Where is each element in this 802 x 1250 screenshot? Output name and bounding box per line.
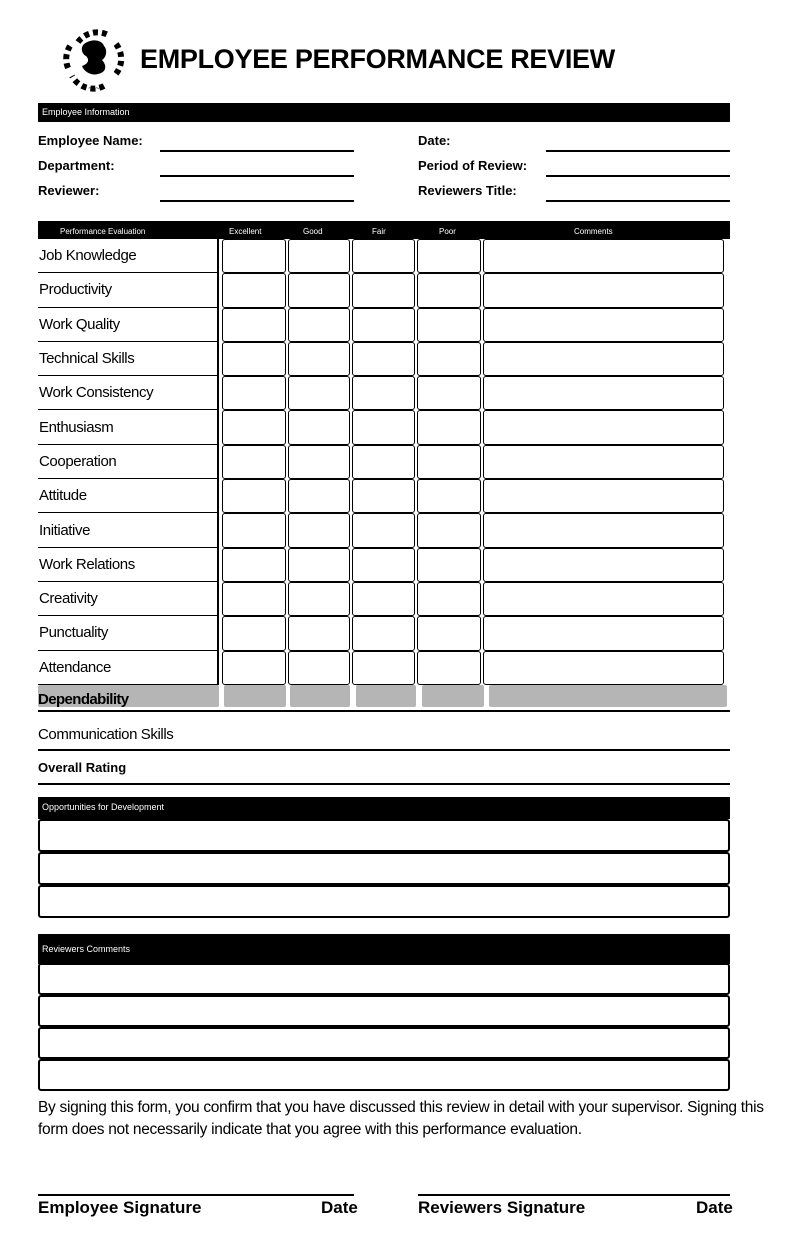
evaluation-row — [38, 582, 730, 616]
comment-line[interactable] — [38, 995, 730, 1027]
reviewer-label: Reviewer: — [38, 183, 100, 198]
rating-cell[interactable] — [417, 582, 481, 616]
rating-cell[interactable] — [352, 410, 415, 444]
evaluation-header — [38, 221, 730, 239]
rating-cell[interactable] — [288, 479, 350, 513]
comments-cell[interactable] — [483, 513, 724, 547]
rating-cell[interactable] — [417, 308, 481, 342]
gray-cell[interactable] — [290, 685, 350, 707]
employee-signature-label: Employee Signature — [38, 1198, 202, 1217]
rating-cell[interactable] — [288, 376, 350, 410]
evaluation-row — [38, 616, 730, 650]
evaluation-row — [38, 308, 730, 342]
rating-cell[interactable] — [288, 410, 350, 444]
rating-cell[interactable] — [417, 410, 481, 444]
rating-cell[interactable] — [222, 513, 286, 547]
criterion-label: Punctuality — [38, 616, 219, 650]
criterion-label: Enthusiasm — [38, 410, 219, 444]
employee-signature-line[interactable] — [38, 1194, 354, 1196]
employee-name-label: Employee Name: — [38, 133, 143, 148]
comments-cell[interactable] — [483, 273, 724, 307]
criterion-label: Work Consistency — [38, 376, 219, 410]
rating-cell[interactable] — [417, 616, 481, 650]
employee-date-label: Date — [321, 1198, 358, 1217]
comments-cell[interactable] — [483, 410, 724, 444]
criterion-label: Technical Skills — [38, 342, 219, 376]
criterion-label: Productivity — [38, 273, 219, 307]
page-title: EMPLOYEE PERFORMANCE REVIEW — [140, 44, 615, 74]
rating-cell[interactable] — [352, 308, 415, 342]
evaluation-row — [38, 651, 730, 685]
evaluation-row — [38, 273, 730, 307]
evaluation-row — [38, 548, 730, 582]
department-label: Department: — [38, 158, 115, 173]
company-logo-icon — [58, 24, 130, 94]
rating-cell[interactable] — [352, 479, 415, 513]
rating-cell[interactable] — [222, 342, 286, 376]
comments-header: Reviewers Comments — [38, 934, 730, 964]
rating-cell[interactable] — [288, 445, 350, 479]
evaluation-row — [38, 479, 730, 513]
rating-cell[interactable] — [352, 513, 415, 547]
development-line[interactable] — [38, 819, 730, 852]
rating-cell[interactable] — [417, 273, 481, 307]
employee-name-field[interactable] — [160, 150, 354, 152]
column-header: Poor — [439, 227, 456, 236]
comments-cell[interactable] — [483, 376, 724, 410]
criterion-label: Attendance — [38, 651, 219, 685]
rating-cell[interactable] — [352, 616, 415, 650]
comment-line[interactable] — [38, 1059, 730, 1091]
criterion-label: Cooperation — [38, 445, 219, 479]
gray-cell[interactable] — [489, 685, 727, 707]
rating-cell[interactable] — [288, 582, 350, 616]
development-header: Opportunities for Development — [38, 797, 730, 819]
criterion-label: Job Knowledge — [38, 239, 219, 273]
communication-label: Communication Skills — [38, 726, 174, 743]
rating-cell[interactable] — [352, 239, 415, 273]
period-field[interactable] — [546, 175, 730, 177]
criterion-label: Creativity — [38, 582, 219, 616]
reviewer-title-field[interactable] — [546, 200, 730, 202]
rating-cell[interactable] — [417, 513, 481, 547]
comments-box-group — [38, 963, 730, 1091]
disclaimer-text: By signing this form, you confirm that you have discussed this review in detail with your supervisor. Signing this form does not necessarily indicate that you agree with this performance evaluation. — [38, 1099, 764, 1138]
comments-cell[interactable] — [483, 616, 724, 650]
criterion-label: Work Relations — [38, 548, 219, 582]
evaluation-row — [38, 445, 730, 479]
rating-cell[interactable] — [352, 376, 415, 410]
rating-cell[interactable] — [288, 273, 350, 307]
comments-cell[interactable] — [483, 308, 724, 342]
reviewer-date-label: Date — [696, 1198, 733, 1217]
gray-cell[interactable] — [224, 685, 286, 707]
communication-row[interactable] — [38, 726, 730, 751]
reviewer-signature-label: Reviewers Signature — [418, 1198, 586, 1217]
rating-cell[interactable] — [417, 342, 481, 376]
evaluation-row — [38, 376, 730, 410]
rating-cell[interactable] — [288, 342, 350, 376]
comments-cell[interactable] — [483, 548, 724, 582]
rating-cell[interactable] — [352, 445, 415, 479]
evaluation-row — [38, 513, 730, 547]
period-label: Period of Review: — [418, 158, 528, 173]
rating-cell[interactable] — [288, 239, 350, 273]
comments-cell[interactable] — [483, 582, 724, 616]
overall-rating-row[interactable] — [38, 760, 730, 785]
evaluation-row — [38, 239, 730, 273]
reviewer-field[interactable] — [160, 200, 354, 202]
rating-cell[interactable] — [288, 513, 350, 547]
comment-line[interactable] — [38, 963, 730, 995]
column-header: Comments — [574, 227, 613, 236]
dependability-label: Dependability — [38, 691, 129, 708]
rating-cell[interactable] — [222, 445, 286, 479]
rating-cell[interactable] — [222, 273, 286, 307]
rating-cell[interactable] — [222, 479, 286, 513]
date-field[interactable] — [546, 150, 730, 152]
evaluation-row — [38, 342, 730, 376]
comments-cell[interactable] — [483, 445, 724, 479]
rating-cell[interactable] — [222, 582, 286, 616]
rating-cell[interactable] — [222, 308, 286, 342]
criterion-label: Initiative — [38, 513, 219, 547]
date-label: Date: — [418, 133, 451, 148]
rating-cell[interactable] — [352, 548, 415, 582]
rating-cell[interactable] — [352, 651, 415, 685]
comment-line[interactable] — [38, 1027, 730, 1059]
gray-cell[interactable] — [356, 685, 416, 707]
rating-cell[interactable] — [417, 479, 481, 513]
rating-cell[interactable] — [222, 410, 286, 444]
column-header: Fair — [372, 227, 386, 236]
rating-cell[interactable] — [352, 273, 415, 307]
rating-cell[interactable] — [222, 616, 286, 650]
rating-cell[interactable] — [417, 445, 481, 479]
evaluation-row — [38, 410, 730, 444]
comments-cell[interactable] — [483, 342, 724, 376]
rating-cell[interactable] — [417, 651, 481, 685]
rating-cell[interactable] — [222, 239, 286, 273]
dependability-row — [38, 683, 730, 712]
overall-rating-label: Overall Rating — [38, 760, 127, 775]
employee-info-header: Employee Information — [38, 103, 730, 122]
criterion-label: Work Quality — [38, 308, 219, 342]
criterion-label: Attitude — [38, 479, 219, 513]
svg-text:~ ~: ~ ~ — [88, 85, 100, 92]
gray-cell[interactable] — [422, 685, 484, 707]
rating-cell[interactable] — [288, 651, 350, 685]
evaluation-table — [38, 239, 730, 685]
rating-cell[interactable] — [222, 376, 286, 410]
rating-cell[interactable] — [288, 616, 350, 650]
comments-cell[interactable] — [483, 239, 724, 273]
rating-cell[interactable] — [352, 582, 415, 616]
reviewer-signature-line[interactable] — [418, 1194, 730, 1196]
column-header: Excellent — [229, 227, 262, 236]
department-field[interactable] — [160, 175, 354, 177]
development-line[interactable] — [38, 852, 730, 885]
column-header: Good — [303, 227, 323, 236]
rating-cell[interactable] — [288, 308, 350, 342]
column-header: Performance Evaluation — [60, 227, 146, 236]
reviewer-title-label: Reviewers Title: — [418, 183, 517, 198]
rating-cell[interactable] — [417, 376, 481, 410]
comments-cell[interactable] — [483, 479, 724, 513]
rating-cell[interactable] — [222, 651, 286, 685]
comments-cell[interactable] — [483, 651, 724, 685]
rating-cell[interactable] — [222, 548, 286, 582]
development-box-group — [38, 819, 730, 918]
rating-cell[interactable] — [352, 342, 415, 376]
rating-cell[interactable] — [288, 548, 350, 582]
development-line[interactable] — [38, 885, 730, 918]
rating-cell[interactable] — [417, 239, 481, 273]
rating-cell[interactable] — [417, 548, 481, 582]
